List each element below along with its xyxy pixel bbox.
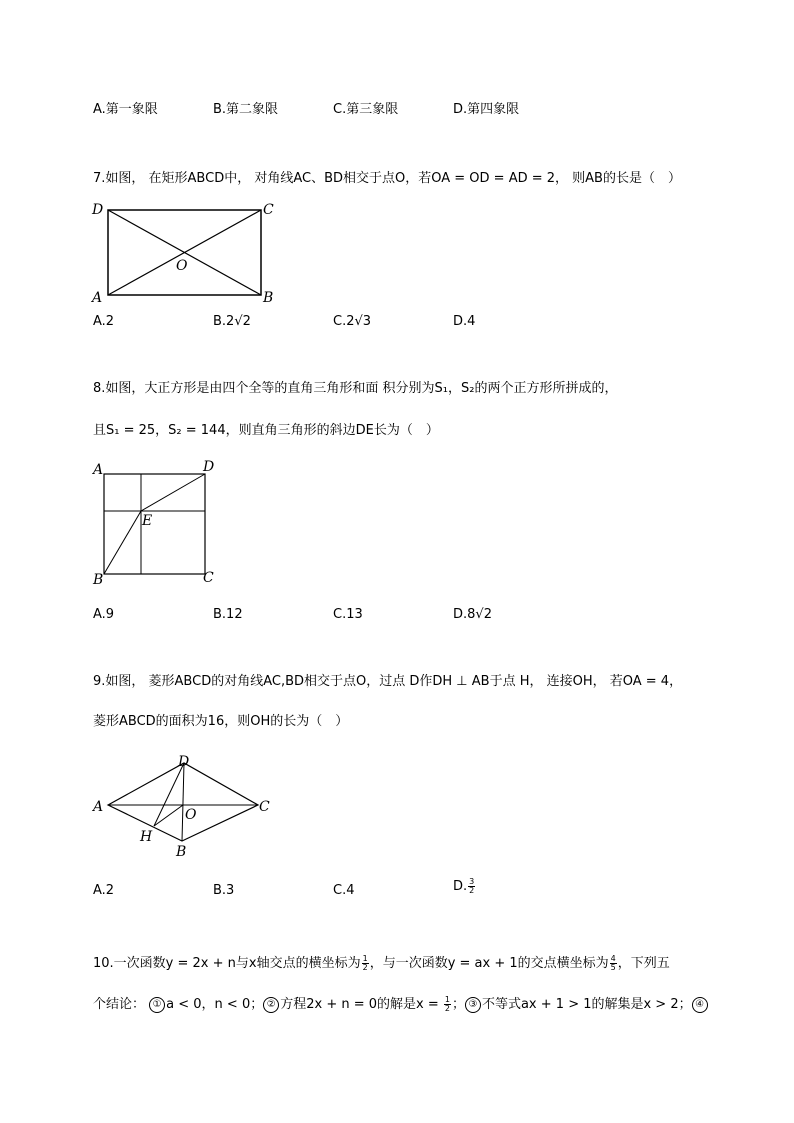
- q10-conclusion-1: a < 0，n < 0；: [166, 997, 264, 1012]
- q8-option-a: A.9: [93, 607, 115, 622]
- fraction-denominator: 2: [444, 1004, 450, 1013]
- q8-option-c: C.13: [333, 607, 363, 622]
- q9-option-d: [453, 878, 476, 896]
- q7-option-c: C.2√3: [333, 314, 372, 329]
- q9-option-a: A.2: [93, 883, 115, 898]
- q10-fraction-1: [362, 955, 369, 972]
- label-o: O: [185, 807, 197, 823]
- label-c: C: [259, 799, 270, 815]
- fraction-numerator: 4: [610, 954, 616, 963]
- fraction-numerator: 1: [444, 995, 450, 1004]
- q7-rectangle-figure: [88, 198, 288, 314]
- fraction-denominator: 2: [469, 886, 475, 895]
- q6-option-d: D.第四象限: [453, 102, 520, 117]
- q9-rhombus-figure: [88, 748, 288, 864]
- label-o: O: [176, 258, 188, 274]
- circled-three: ③: [465, 997, 481, 1013]
- q9-option-d-prefix: D.: [453, 879, 468, 894]
- fraction-numerator: 3: [469, 877, 475, 886]
- label-a: A: [92, 290, 103, 306]
- q9-option-d-fraction: [468, 878, 475, 895]
- q8-stem-line1: 8.如图，大正方形是由四个全等的直角三角形和面 积分别为S₁，S₂的两个正方形所拼成的，: [93, 381, 618, 396]
- q8-square-figure: [88, 456, 228, 592]
- circled-four: ④: [692, 997, 708, 1013]
- circled-two: ②: [263, 997, 279, 1013]
- label-d: D: [178, 754, 190, 770]
- q10-conclusion-2: 方程2x + n = 0的解是x =: [280, 997, 443, 1012]
- label-b: B: [93, 572, 104, 588]
- q10-line2: [93, 996, 709, 1014]
- outer-square: [104, 474, 205, 574]
- segment-oh: [154, 805, 183, 826]
- q6-option-a: A.第一象限: [93, 102, 158, 117]
- segment-be: [104, 511, 141, 574]
- q7-stem: 7.如图， 在矩形ABCD中， 对角线AC、BD相交于点O，若OA = OD = AD = 2， 则AB的长是（ ）: [93, 171, 681, 186]
- label-e: E: [142, 513, 153, 529]
- q10-fraction-2: [610, 955, 617, 972]
- q9-stem-line2: 菱形ABCD的面积为16，则OH的长为（ ）: [93, 714, 349, 729]
- label-c: C: [203, 570, 214, 586]
- segment-dh: [154, 763, 184, 826]
- fraction-denominator: 5: [610, 963, 616, 972]
- q6-option-c: C.第三象限: [333, 102, 399, 117]
- label-b: B: [263, 290, 274, 306]
- diagonal-bd: [182, 763, 184, 841]
- label-a: A: [93, 462, 104, 478]
- label-a: A: [93, 799, 104, 815]
- segment-de: [141, 474, 205, 511]
- q8-option-d: D.8√2: [453, 607, 492, 622]
- q8-option-b: B.12: [213, 607, 243, 622]
- q9-option-c: C.4: [333, 883, 355, 898]
- label-d: D: [92, 202, 104, 218]
- circled-one: ①: [149, 997, 165, 1013]
- q10-line2-part-a: 个结论：: [93, 997, 146, 1012]
- q10-line1: [93, 955, 670, 973]
- label-b: B: [176, 844, 187, 860]
- label-c: C: [263, 202, 274, 218]
- q10-conclusion-3: 不等式ax + 1 > 1的解集是x > 2；: [481, 997, 692, 1012]
- fraction-denominator: 2: [362, 963, 368, 972]
- q10-line1-part-a: 10.一次函数y = 2x + n与x轴交点的横坐标为: [93, 956, 361, 971]
- q7-option-b: B.2√2: [213, 314, 251, 329]
- q10-line1-part-c: ，下列五: [617, 956, 670, 971]
- q9-stem-line1: 9.如图， 菱形ABCD的对角线AC,BD相交于点O，过点 D作DH ⊥ AB于点 H， 连接OH， 若OA = 4，: [93, 674, 683, 689]
- q10-line1-part-b: ，与一次函数y = ax + 1的交点横坐标为: [369, 956, 609, 971]
- q8-stem-line2: 且S₁ = 25，S₂ = 144，则直角三角形的斜边DE长为（ ）: [93, 423, 439, 438]
- fraction-numerator: 1: [362, 954, 368, 963]
- q7-option-d: D.4: [453, 314, 476, 329]
- q10-fraction-3: [444, 996, 451, 1013]
- q7-option-a: A.2: [93, 314, 115, 329]
- q9-option-b: B.3: [213, 883, 235, 898]
- label-d: D: [203, 459, 215, 475]
- label-h: H: [140, 829, 153, 845]
- q10-separator: ；: [451, 997, 465, 1012]
- q6-option-b: B.第二象限: [213, 102, 279, 117]
